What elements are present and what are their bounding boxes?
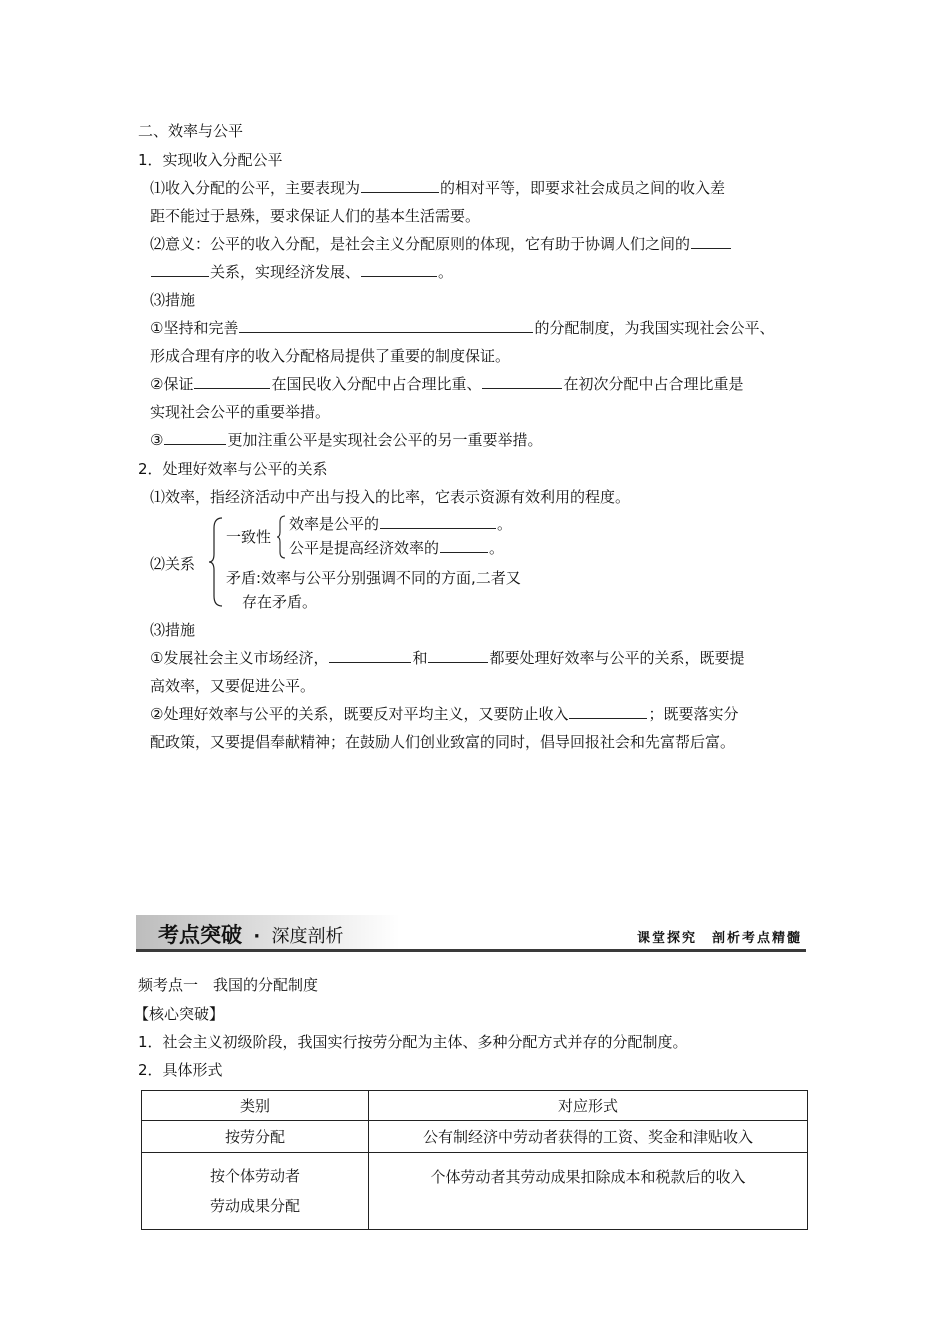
table-header-row (142, 1091, 808, 1121)
paragraph-line: 距不能过于悬殊，要求保证人们的基本生活需要。 (150, 207, 481, 225)
paragraph-line: 1．社会主义初级阶段，我国实行按劳分配为主体、多种分配方式并存的分配制度。 (138, 1033, 688, 1051)
relation-label: ⑵关系 (150, 555, 196, 573)
answer-blank[interactable] (691, 234, 731, 249)
answer-blank[interactable] (329, 648, 411, 663)
answer-blank[interactable] (569, 704, 647, 719)
paragraph-line: ⑴效率，指经济活动中产出与投入的比率，它表示资源有效利用的程度。 (150, 488, 631, 506)
answer-blank[interactable] (164, 430, 226, 445)
paragraph-line: 配政策，又要提倡奉献精神；在鼓励人们创业致富的同时，倡导回报社会和先富帮后富。 (150, 733, 736, 751)
answer-blank[interactable] (361, 262, 437, 277)
table-cell: 按劳分配 (142, 1121, 369, 1153)
answer-blank[interactable] (482, 374, 562, 389)
item-2-title: 2．处理好效率与公平的关系 (138, 460, 328, 478)
answer-blank[interactable] (151, 262, 209, 277)
conflict-line-1: 矛盾:效率与公平分别强调不同的方面,二者又 (226, 569, 521, 587)
measures-label: ⑶措施 (150, 621, 196, 639)
measures-label: ⑶措施 (150, 291, 196, 309)
table-cell: 个体劳动者其劳动成果扣除成本和税款后的收入 (369, 1153, 808, 1230)
paragraph-line: 关系，实现经济发展、 。 (150, 262, 453, 282)
table-row (142, 1121, 808, 1153)
banner-tagline: 课堂探究 剖析考点精髓 (636, 931, 802, 946)
answer-blank[interactable] (428, 648, 488, 663)
inner-brace-icon (277, 514, 287, 560)
table-header-cell: 类别 (142, 1091, 369, 1121)
section-banner (136, 913, 806, 953)
paragraph-line: 形成合理有序的收入分配格局提供了重要的制度保证。 (150, 347, 511, 365)
consistency-label: 一致性 (226, 528, 272, 546)
banner-title: 考点突破 · 深度剖析 (158, 923, 344, 947)
item-1-title: 1．实现收入分配公平 (138, 151, 283, 169)
table-header-cell: 对应形式 (369, 1091, 808, 1121)
answer-blank[interactable] (440, 538, 488, 553)
paragraph-line: ②处理好效率与公平的关系，既要反对平均主义，又要防止收入 ；既要落实分 (150, 705, 739, 723)
paragraph-line: 2．具体形式 (138, 1061, 223, 1079)
consistency-line-2: 公平是提高经济效率的 。 (289, 539, 505, 557)
paragraph-line: ①坚持和完善 的分配制度，为我国实现社会公平、 (150, 319, 775, 337)
table-row (142, 1153, 808, 1230)
paragraph-line: ③ 更加注重公平是实现社会公平的另一重要举措。 (150, 431, 543, 449)
answer-blank[interactable] (239, 318, 533, 333)
banner-rule (136, 949, 806, 952)
paragraph-line: 高效率，又要促进公平。 (150, 677, 316, 695)
conflict-line-2: 存在矛盾。 (242, 593, 318, 611)
core-heading: 【核心突破】 (134, 1005, 225, 1023)
paragraph-line: ⑴收入分配的公平，主要表现为 的相对平等，即要求社会成员之间的收入差 (150, 179, 726, 197)
paragraph-line: ⑵意义：公平的收入分配，是社会主义分配原则的体现，它有助于协调人们之间的 (150, 234, 732, 254)
section-heading: 二、效率与公平 (138, 122, 244, 140)
paragraph-line: ①发展社会主义市场经济， 和 都要处理好效率与公平的关系，既要提 (150, 649, 745, 667)
point-title: 频考点一 我国的分配制度 (138, 976, 319, 994)
table-cell: 按个体劳动者 劳动成果分配 (142, 1153, 369, 1230)
paragraph-line: ②保证 在国民收入分配中占合理比重、 在初次分配中占合理比重是 (150, 375, 744, 393)
table-cell: 公有制经济中劳动者获得的工资、奖金和津贴收入 (369, 1121, 808, 1153)
paragraph-line: 实现社会公平的重要举措。 (150, 403, 331, 421)
consistency-line-1: 效率是公平的 。 (289, 515, 513, 533)
distribution-table (141, 1090, 808, 1230)
answer-blank[interactable] (194, 374, 270, 389)
answer-blank[interactable] (361, 178, 439, 193)
outer-brace-icon (208, 516, 224, 608)
answer-blank[interactable] (380, 514, 496, 529)
